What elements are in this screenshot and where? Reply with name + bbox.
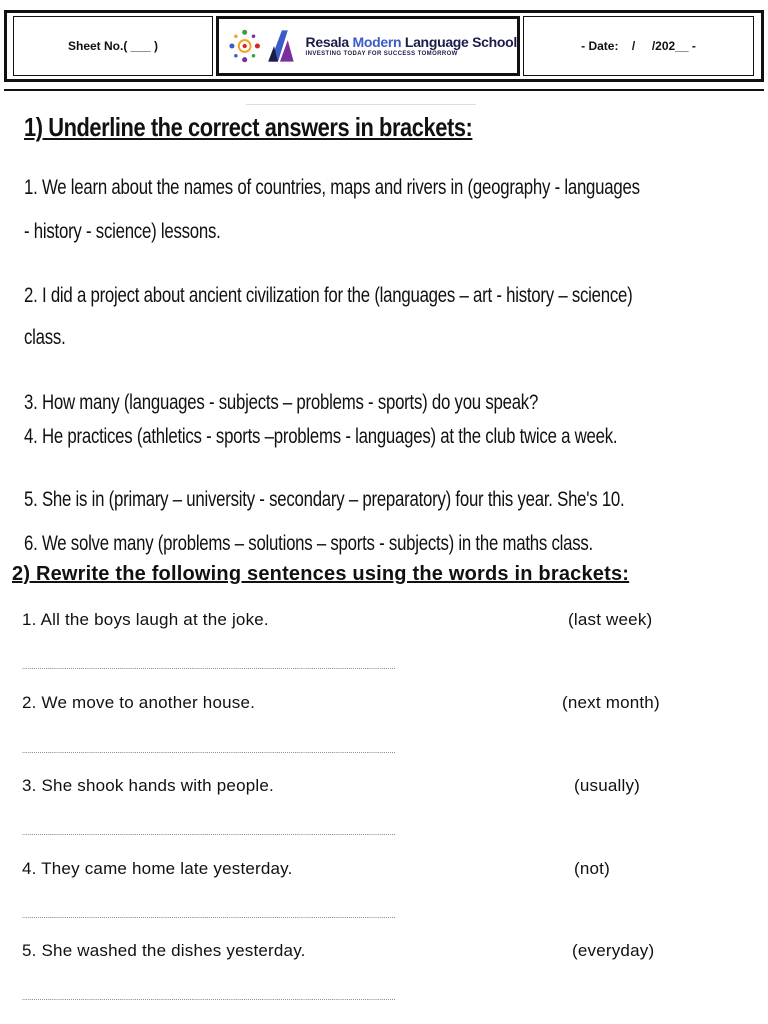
- worksheet-header: [4, 10, 764, 82]
- section-2-title: 2) Rewrite the following sentences using the words in brackets:: [12, 563, 630, 585]
- answer-line-1[interactable]: ................................................................................................................................................................................................: [22, 666, 396, 670]
- date-label: - Date: / /202__ -: [581, 39, 696, 53]
- sheet-number-cell: [13, 16, 213, 76]
- answer-line-5[interactable]: ................................................................................................................................................................................................: [22, 997, 396, 1001]
- rewrite-hint-4: (not): [574, 859, 610, 878]
- question-5: 5. She is in (primary – university - secondary – preparatory) four this year. She's 10.: [24, 488, 625, 511]
- question-2-line-2: class.: [24, 326, 66, 349]
- colorful-circle-emblem: [229, 30, 260, 63]
- answer-line-3[interactable]: ................................................................................................................................................................................................: [22, 832, 396, 836]
- school-logo-cell: [216, 16, 520, 76]
- school-logo-text: [306, 35, 517, 57]
- question-3: 3. How many (languages - subjects – problems - sports) do you speak?: [24, 391, 539, 414]
- faint-divider: [246, 104, 476, 105]
- header-divider: [4, 89, 764, 91]
- rewrite-hint-3: (usually): [574, 776, 641, 795]
- school-emblem-icon: [229, 26, 300, 66]
- question-1-line-1: 1. We learn about the names of countries, maps and rivers in (geography - languages: [24, 176, 640, 199]
- school-name: Resala Modern Language School: [305, 34, 517, 50]
- question-6: 6. We solve many (problems – solutions – sports - subjects) in the maths class.: [24, 532, 593, 555]
- rewrite-hint-5: (everyday): [572, 941, 655, 960]
- question-1-line-2: - history - science) lessons.: [24, 220, 221, 243]
- rewrite-sentence-3: 3. She shook hands with people.: [22, 776, 274, 795]
- rewrite-sentence-2: 2. We move to another house.: [22, 693, 256, 712]
- answer-line-2[interactable]: ................................................................................................................................................................................................: [22, 750, 396, 754]
- letter-r-mark: [268, 30, 293, 61]
- rewrite-sentence-5: 5. She washed the dishes yesterday.: [22, 941, 306, 960]
- rewrite-hint-2: (next month): [562, 693, 660, 712]
- date-cell: [523, 16, 754, 76]
- rewrite-hint-1: (last week): [568, 610, 653, 629]
- section-1-title: 1) Underline the correct answers in brackets:: [24, 112, 473, 142]
- school-tagline: INVESTING TODAY FOR SUCCESS TOMORROW: [305, 51, 458, 57]
- sheet-number-label: Sheet No.( ___ ): [67, 39, 159, 53]
- rewrite-sentence-4: 4. They came home late yesterday.: [22, 859, 293, 878]
- question-4: 4. He practices (athletics - sports –problems - languages) at the club twice a week.: [24, 425, 618, 448]
- rewrite-sentence-1: 1. All the boys laugh at the joke.: [22, 610, 269, 629]
- question-2-line-1: 2. I did a project about ancient civilization for the (languages – art - history – science): [24, 284, 633, 307]
- answer-line-4[interactable]: ................................................................................................................................................................................................: [22, 915, 396, 919]
